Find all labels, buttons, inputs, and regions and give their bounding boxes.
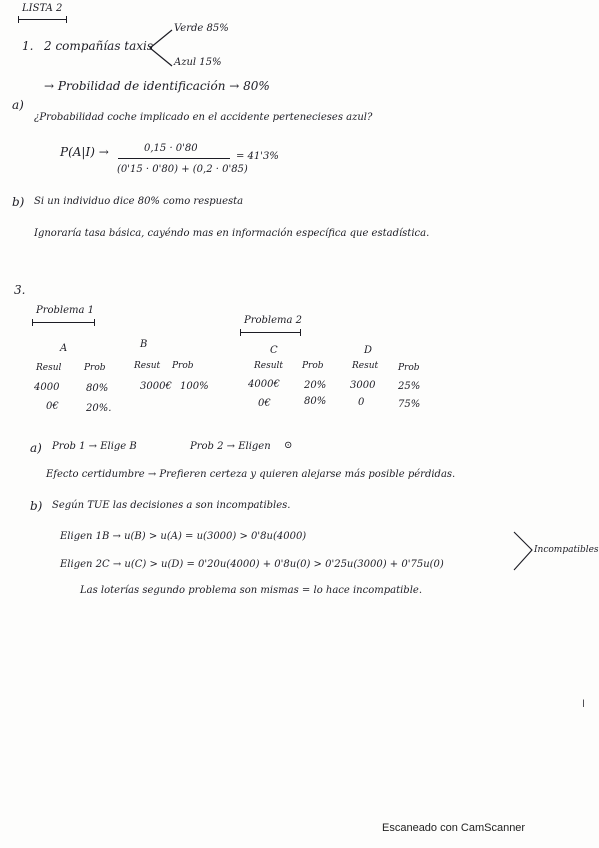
cell-A-r2-result: 0€: [46, 401, 59, 412]
problem1-underline: [32, 322, 94, 323]
q3-a-label: a): [30, 441, 42, 455]
q3-b-statement: Según TUE las decisiones a son incompatibles.: [52, 500, 291, 511]
q3-number: 3.: [14, 283, 26, 297]
q3-b-conclusion: Las loterías segundo problema son mismas = lo hace incompatible.: [80, 585, 423, 596]
header-prob-C: Prob: [302, 361, 324, 371]
q3-b-equation-2: Eligen 2C → u(C) > u(D) = 0'20u(4000) + 0'8u(0) > 0'25u(3000) + 0'75u(0): [60, 559, 444, 570]
problem2-tick-right: [300, 329, 301, 336]
problem2-title: Problema 2: [244, 315, 303, 326]
q3-a-problem1: Prob 1 → Elige B: [52, 441, 137, 452]
formula-lhs: P(A|I) →: [60, 145, 109, 159]
q1-brace-bottom: Azul 15%: [174, 57, 222, 68]
q1-brace-top: Verde 85%: [174, 23, 229, 34]
circled-c-mark: ⊙: [284, 440, 293, 451]
formula-fraction-bar: [118, 158, 230, 159]
formula-numerator: 0,15 · 0'80: [144, 143, 198, 154]
q1-intro: 2 compañías taxis: [44, 39, 154, 53]
q1-number: 1.: [22, 39, 34, 53]
col-B-heading: B: [140, 339, 148, 350]
header-result-B: Resut: [134, 361, 161, 371]
q1-identification-prob: → Probilidad de identificación → 80%: [44, 79, 270, 93]
page-title: LISTA 2: [22, 3, 63, 14]
q3-b-equation-1: Eligen 1B → u(B) > u(A) = u(3000) > 0'8u(4000): [60, 531, 307, 542]
camscanner-watermark: Escaneado con CamScanner: [382, 822, 526, 834]
problem2-underline: [240, 332, 300, 333]
q1-a-question: ¿Probabilidad coche implicado en el accidente pertenecieses azul?: [34, 112, 373, 123]
header-prob-B: Prob: [172, 361, 194, 371]
incompatible-note: Incompatibles: [534, 545, 599, 555]
problem1-tick-left: [32, 319, 33, 326]
cell-D-r1-result: 3000: [350, 380, 376, 391]
stray-pen-mark: ǀ: [582, 699, 585, 710]
q1-b-answer: Ignoraría tasa básica, cayéndo mas en información específica que estadística.: [34, 228, 430, 239]
cell-C-r2-result: 0€: [258, 398, 271, 409]
q1-b-question: Si un individuo dice 80% como respuesta: [34, 196, 244, 207]
col-C-heading: C: [270, 345, 278, 356]
q3-a-explanation: Efecto certidumbre → Prefieren certeza y quieren alejarse más posible pérdidas.: [46, 469, 456, 480]
formula-result: = 41'3%: [236, 151, 279, 162]
q3-a-problem2: Prob 2 → Eligen: [190, 441, 271, 452]
header-prob-D: Prob: [398, 363, 420, 373]
q1-b-label: b): [12, 195, 25, 209]
incompatible-brace: [512, 530, 534, 574]
cell-A-r1-result: 4000: [34, 382, 60, 393]
q1-brace: [146, 28, 176, 68]
header-prob-A: Prob: [84, 363, 106, 373]
title-underline-tick-left: [18, 16, 19, 23]
cell-D-r1-prob: 25%: [398, 381, 421, 392]
cell-C-r1-result: 4000€: [248, 379, 280, 390]
header-result-A: Resul: [36, 363, 62, 373]
cell-B-r1-prob: 100%: [180, 381, 209, 392]
cell-C-r1-prob: 20%: [304, 380, 327, 391]
cell-D-r2-result: 0: [358, 397, 365, 408]
cell-D-r2-prob: 75%: [398, 399, 421, 410]
header-result-C: Result: [254, 361, 284, 371]
header-result-D: Resut: [352, 361, 379, 371]
cell-A-r1-prob: 80%: [86, 383, 109, 394]
col-D-heading: D: [364, 345, 373, 356]
title-underline-tick-right: [66, 16, 67, 23]
problem1-title: Problema 1: [36, 305, 95, 316]
cell-B-r1-result: 3000€: [140, 381, 172, 392]
formula-denominator: (0'15 · 0'80) + (0,2 · 0'85): [117, 164, 248, 175]
col-A-heading: A: [60, 343, 68, 354]
title-underline: [18, 19, 66, 20]
problem2-tick-left: [240, 329, 241, 336]
problem1-tick-right: [94, 319, 95, 326]
q3-b-label: b): [30, 499, 43, 513]
cell-A-r2-prob: 20%.: [86, 403, 112, 414]
q1-a-label: a): [12, 98, 24, 112]
cell-C-r2-prob: 80%: [304, 396, 327, 407]
